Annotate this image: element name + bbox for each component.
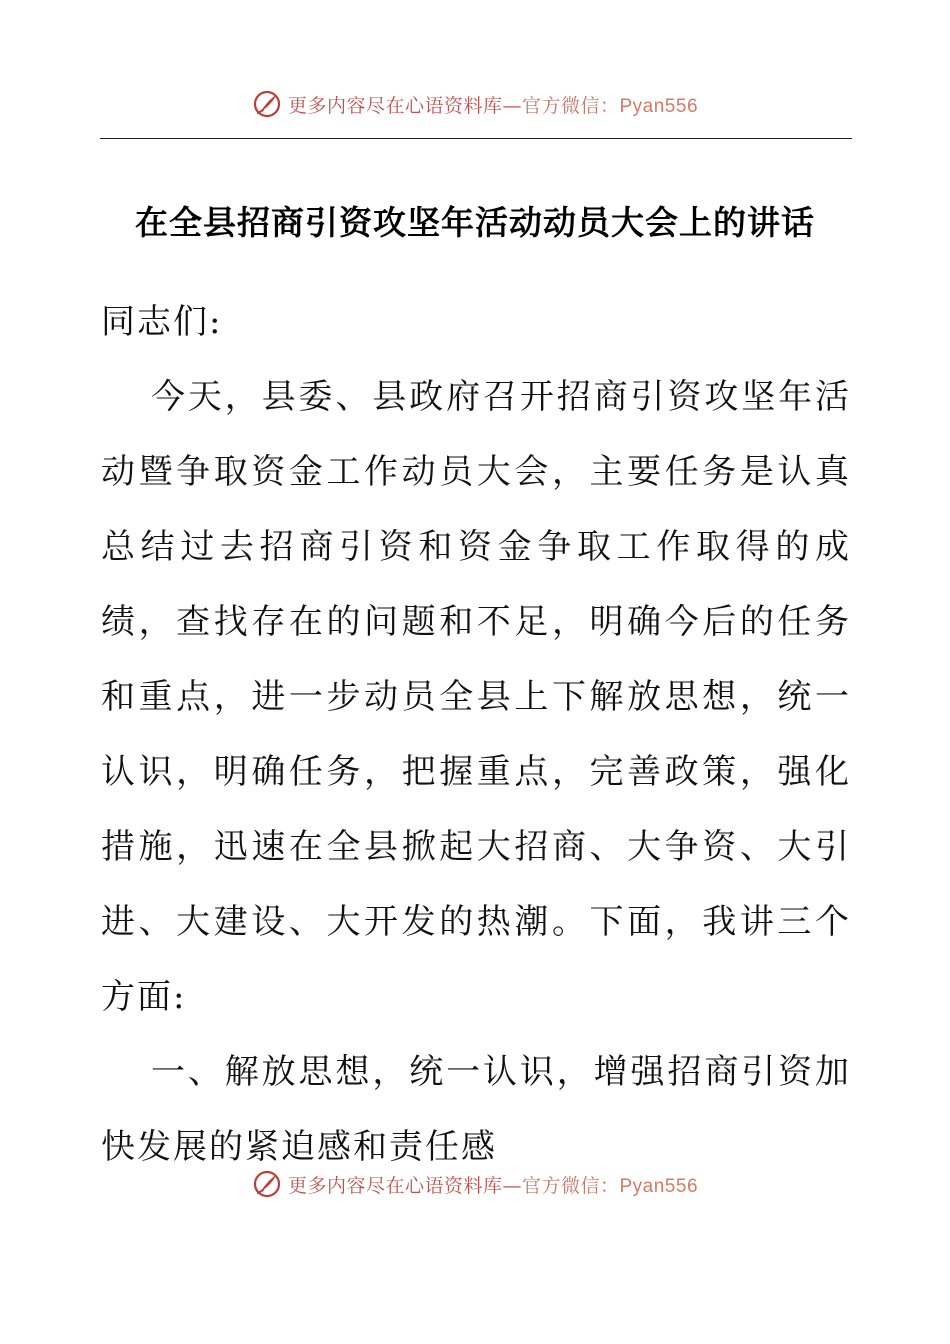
header-banner-wechat-id: Pyan556 xyxy=(619,95,699,117)
header-banner-text xyxy=(288,91,698,118)
document-body xyxy=(101,285,851,1185)
footer-banner-wechat-label: 官方微信： xyxy=(521,1174,620,1197)
footer-banner-wechat-id: Pyan556 xyxy=(619,1175,699,1197)
salutation: 同志们: xyxy=(101,302,223,342)
header-banner-wechat-label: 官方微信： xyxy=(521,94,620,117)
quill-pen-logo-icon xyxy=(252,1169,282,1199)
footer-banner xyxy=(0,1162,950,1206)
document-title: 在全县招商引资攻坚年活动动员大会上的讲话 xyxy=(135,203,815,242)
section-1-heading: 一、解放思想，统一认识，增强招商引资加快发展的紧迫感和责任感 xyxy=(101,1052,851,1167)
footer-banner-text xyxy=(288,1171,698,1198)
header-divider xyxy=(100,138,852,139)
header-banner xyxy=(0,82,950,126)
quill-pen-logo-icon xyxy=(252,89,282,119)
paragraph-1: 今天，县委、县政府召开招商引资攻坚年活动暨争取资金工作动员大会，主要任务是认真总结过去招商引资和资金争取工作取得的成绩，查找存在的问题和不足，明确今后的任务和重点，进一步动员全县上下解放思想，统一认识，明确任务，把握重点，完善政策，强化措施，迅速在全县掀起大招商、大争资、大引进、大建设、大开发的热潮。下面，我讲三个方面: xyxy=(101,377,851,1017)
footer-banner-main: 更多内容尽在心语资料库— xyxy=(287,1174,522,1197)
header-banner-main: 更多内容尽在心语资料库— xyxy=(287,94,522,117)
